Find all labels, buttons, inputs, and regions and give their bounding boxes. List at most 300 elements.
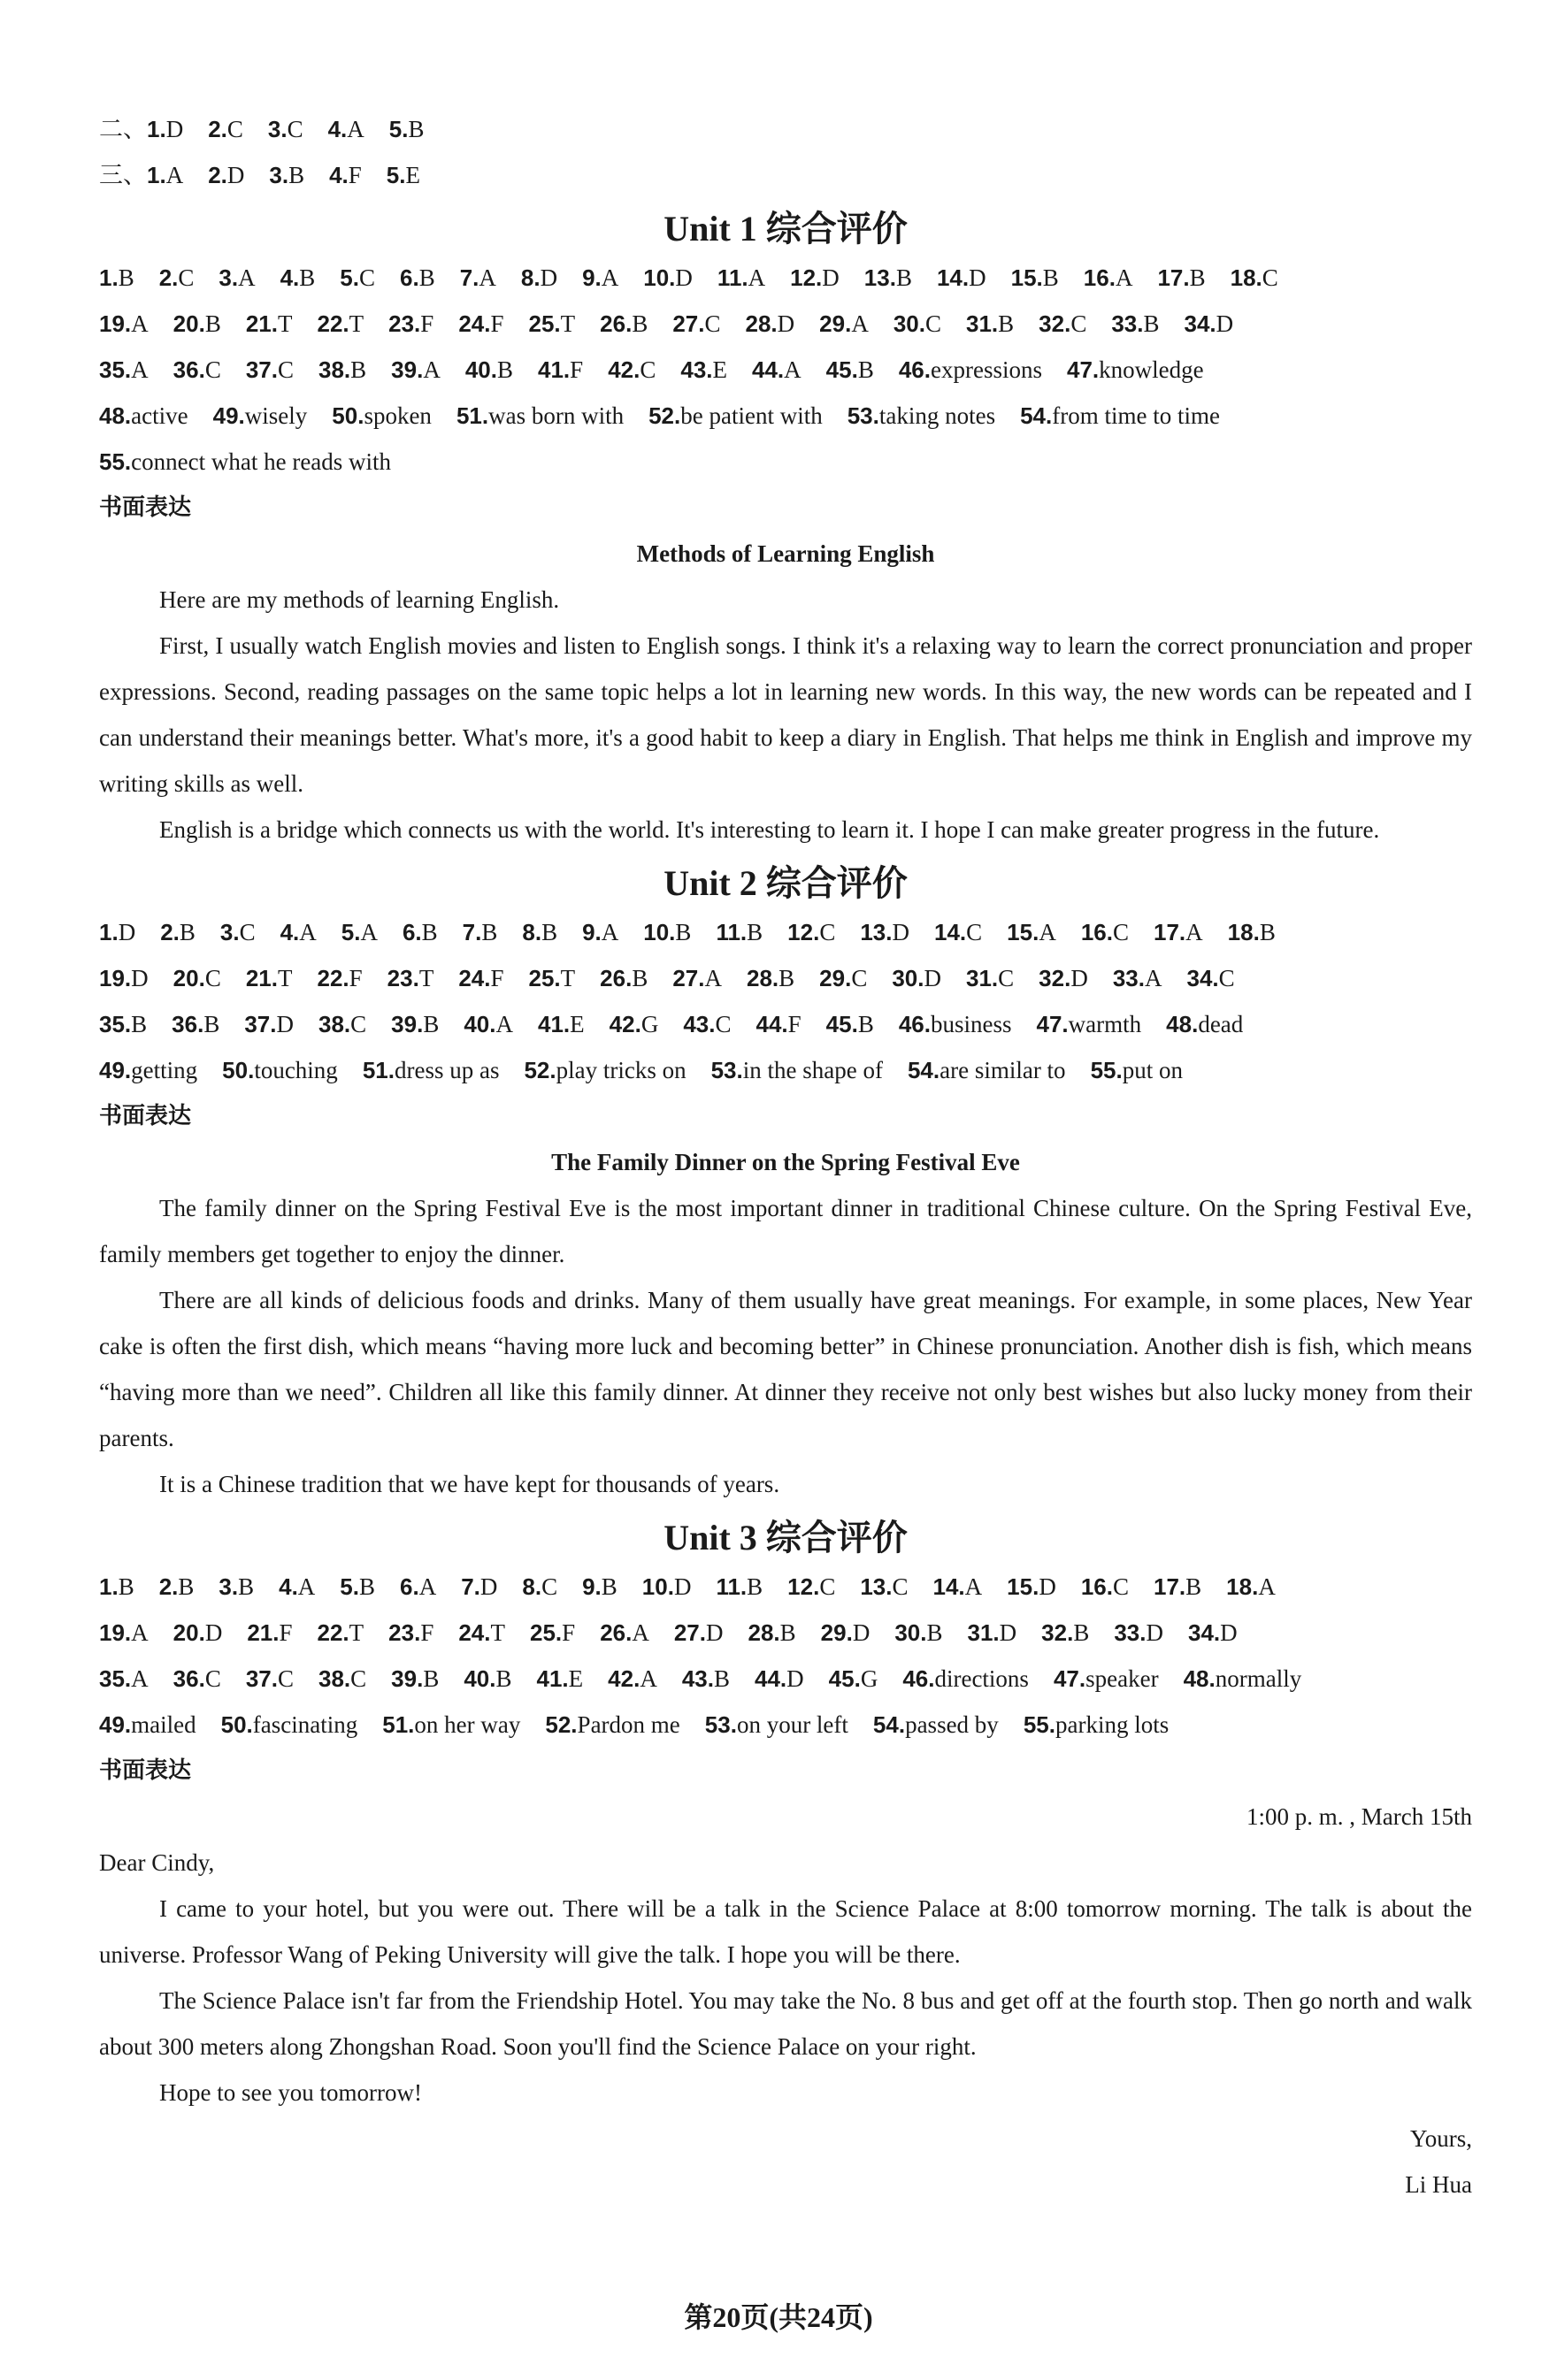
answer-item <box>99 439 391 485</box>
answer-item <box>600 1610 649 1656</box>
answer-rows <box>99 909 1472 1093</box>
answer-item <box>610 1001 659 1047</box>
answer-value: A <box>495 1011 513 1037</box>
answer-item <box>99 301 149 347</box>
question-number: 31. <box>967 1619 1000 1646</box>
answer-value: C <box>350 1665 367 1692</box>
question-number: 13. <box>863 264 896 291</box>
answer-item <box>458 1610 505 1656</box>
answer-value: D <box>276 1011 294 1037</box>
question-number: 18. <box>1226 1573 1259 1600</box>
question-number: 14. <box>936 264 970 291</box>
question-number: 2. <box>158 264 179 291</box>
answer-item <box>755 1001 801 1047</box>
answer-item <box>458 955 503 1001</box>
question-number: 17. <box>1154 1573 1186 1600</box>
answer-value: C <box>819 919 836 945</box>
answer-item <box>894 301 941 347</box>
answer-value: A <box>131 1619 149 1646</box>
answer-item <box>1007 1564 1056 1610</box>
answer-item <box>461 1564 497 1610</box>
answer-value: C <box>239 919 256 945</box>
answer-value: C <box>640 356 656 383</box>
answer-value: D <box>777 310 795 337</box>
answer-item <box>318 1001 366 1047</box>
answer-value: F <box>420 310 434 337</box>
answer-value: B <box>118 264 134 291</box>
question-number: 38. <box>318 1011 351 1037</box>
answer-item <box>280 255 316 301</box>
answer-value: speaker <box>1085 1665 1159 1692</box>
answer-value: D <box>131 965 149 991</box>
essay-paragraph: Here are my methods of learning English. <box>159 586 560 613</box>
answer-item <box>246 955 293 1001</box>
answer-item <box>787 909 835 955</box>
answer-item <box>864 255 912 301</box>
answer-item <box>674 1610 724 1656</box>
answer-item <box>99 255 134 301</box>
answer-item <box>391 1001 439 1047</box>
essay-title: Methods of Learning English <box>636 540 935 567</box>
answer-value: warmth <box>1068 1011 1142 1037</box>
letter-paragraph: I came to your hotel, but you were out. There will be a talk in the Science Palace at 8:00 tomorrow morning. The talk is about the universe. Professor Wang of Peking University will give the talk. I hope you will be there. <box>99 1895 1472 1968</box>
answer-item <box>790 255 840 301</box>
answer-item <box>173 955 221 1001</box>
writing-label: 书面表达 <box>99 1757 192 1784</box>
answer-row-two <box>99 106 1472 152</box>
answer-value: A <box>784 356 802 383</box>
question-number: 4. <box>280 264 300 291</box>
question-number: 54. <box>907 1057 940 1083</box>
unit-title: Unit 2 综合评价 <box>663 863 908 903</box>
question-number: 19. <box>99 1619 132 1646</box>
answer-item <box>937 255 986 301</box>
question-number: 27. <box>673 1619 706 1646</box>
answer-item <box>99 347 149 393</box>
answer-item <box>522 1564 557 1610</box>
answer-item <box>1113 955 1162 1001</box>
essay-paragraph: First, I usually watch English movies and listen to English songs. I think it's a relaxing way to learn the correct pronunciation and proper expressions. Second, reading passages on the same topic helps a lot in learning new words. In this way, the new words can be repeated and I can understand their meanings better. What's more, it's a good habit to keep a diary in English. That helps me think in English and improve my writing skills as well. <box>99 632 1472 797</box>
essay-paragraph: The family dinner on the Spring Festival Eve is the most important dinner in traditional Chinese culture. On the Spring Festival Eve, family members get together to enjoy the dinner. <box>99 1195 1472 1267</box>
answer-item <box>99 393 188 439</box>
answer-item <box>968 1610 1017 1656</box>
letter-paragraph: Hope to see you tomorrow! <box>159 2079 422 2106</box>
question-number: 53. <box>847 402 879 429</box>
answer-item <box>530 1610 575 1656</box>
answer-item: 1.D <box>147 116 184 142</box>
question-number: 4. <box>280 919 300 945</box>
question-number: 23. <box>388 1619 421 1646</box>
answer-value: B <box>747 919 763 945</box>
question-number: 44. <box>755 1011 788 1037</box>
answer-value: B <box>998 310 1015 337</box>
question-number: 24. <box>458 310 491 337</box>
answer-value: D <box>999 1619 1017 1646</box>
question-number: 37. <box>245 1665 278 1692</box>
question-number: 35. <box>99 1665 132 1692</box>
question-number: 7. <box>461 1573 480 1600</box>
question-number: 50. <box>332 402 364 429</box>
answer-value: C <box>204 965 221 991</box>
answer-item <box>819 955 867 1001</box>
question-number: 28. <box>748 1619 780 1646</box>
answer-row <box>99 347 1472 393</box>
question-number: 41. <box>538 356 571 383</box>
question-number: 41. <box>536 1665 569 1692</box>
answer-item <box>458 301 503 347</box>
question-number: 23. <box>387 965 419 991</box>
answer-value: B <box>1189 264 1206 291</box>
answer-item <box>1067 347 1204 393</box>
answer-value: D <box>118 919 136 945</box>
answer-row <box>99 1047 1472 1093</box>
answer-item <box>521 255 557 301</box>
question-number: 55. <box>99 448 132 475</box>
question-number: 42. <box>608 1665 640 1692</box>
answer-item <box>400 1564 436 1610</box>
answer-value: play tricks on <box>556 1057 686 1083</box>
answer-value: C <box>1262 264 1278 291</box>
answer-item <box>899 347 1042 393</box>
answer-value: was born with <box>488 402 625 429</box>
question-number: 47. <box>1066 356 1100 383</box>
answer-item <box>247 1610 292 1656</box>
answer-item <box>1188 1610 1238 1656</box>
question-number: 19. <box>99 965 132 991</box>
answer-value: touching <box>254 1057 338 1083</box>
answer-value: F <box>279 1619 293 1646</box>
answer-item <box>173 301 221 347</box>
answer-item <box>99 1001 147 1047</box>
question-number: 15. <box>1010 264 1043 291</box>
unit-1-section <box>99 203 1472 853</box>
answer-value: G <box>860 1665 878 1692</box>
answer-item <box>465 347 513 393</box>
answer-value: be patient with <box>680 402 823 429</box>
answer-item <box>582 255 618 301</box>
answer-item <box>246 347 294 393</box>
answer-value: on your left <box>736 1711 848 1738</box>
question-number: 38. <box>318 356 351 383</box>
answer-value: B <box>601 1573 617 1600</box>
answer-value: getting <box>131 1057 198 1083</box>
question-number: 35. <box>99 1011 132 1037</box>
answer-item <box>1081 1564 1129 1610</box>
answer-item <box>332 393 432 439</box>
answer-value: D <box>675 264 693 291</box>
answer-item <box>826 1001 874 1047</box>
answer-value: C <box>892 1573 909 1600</box>
answer-value: B <box>1042 264 1059 291</box>
question-number: 34. <box>1184 310 1216 337</box>
question-number: 49. <box>212 402 245 429</box>
answer-item <box>246 301 293 347</box>
answer-value: A <box>360 919 378 945</box>
answer-item <box>99 955 149 1001</box>
answer-value: directions <box>934 1665 1029 1692</box>
answer-value: A <box>297 1573 316 1600</box>
answer-item <box>99 1702 196 1748</box>
answer-row <box>99 255 1472 301</box>
question-number: 30. <box>892 965 924 991</box>
answer-value: B <box>895 264 912 291</box>
answer-value: fascinating <box>252 1711 358 1738</box>
question-number: 31. <box>966 965 999 991</box>
answer-value: T <box>277 965 293 991</box>
question-number: 6. <box>400 1573 419 1600</box>
answer-value: B <box>778 965 795 991</box>
answer-item <box>221 1702 358 1748</box>
answer-item <box>1154 909 1203 955</box>
writing-label: 书面表达 <box>99 494 192 521</box>
answer-item: 3.B <box>269 162 305 188</box>
answer-value: B <box>632 965 648 991</box>
answer-item <box>1084 255 1133 301</box>
answer-value: A <box>964 1573 983 1600</box>
answer-value: business <box>931 1011 1012 1037</box>
answer-value: dead <box>1198 1011 1244 1037</box>
question-number: 16. <box>1080 1573 1113 1600</box>
question-number: 13. <box>860 1573 893 1600</box>
question-number: 6. <box>402 919 422 945</box>
answer-item <box>1039 955 1088 1001</box>
answer-value: B <box>238 1573 255 1600</box>
question-number: 21. <box>245 965 278 991</box>
answer-item <box>279 1564 315 1610</box>
answer-value: A <box>131 1665 149 1692</box>
answer-item <box>680 347 727 393</box>
question-number: 37. <box>244 1011 277 1037</box>
answer-value: T <box>277 310 293 337</box>
answer-item: 5.B <box>388 116 425 142</box>
question-number: 54. <box>872 1711 906 1738</box>
question-number: 3. <box>219 919 240 945</box>
question-number: 44. <box>752 356 785 383</box>
answer-value: D <box>1146 1619 1163 1646</box>
answer-item <box>529 955 576 1001</box>
letter-paragraph: The Science Palace isn't far from the Friendship Hotel. You may take the No. 8 bus and get off at the fourth stop. Then go north and walk about 300 meters along Zhongshan Road. Soon you'll find the Science Palace on your right. <box>99 1987 1472 2060</box>
question-number: 10. <box>643 264 676 291</box>
answer-value: D <box>892 919 909 945</box>
question-number: 49. <box>99 1711 132 1738</box>
answer-value: A <box>1144 965 1162 991</box>
question-number: 46. <box>902 1665 935 1692</box>
essay-title: The Family Dinner on the Spring Festival Eve <box>551 1149 1020 1175</box>
answer-row-three <box>99 152 1472 198</box>
answer-value: C <box>851 965 868 991</box>
answer-item <box>1091 1047 1183 1093</box>
question-number: 1. <box>99 1573 119 1600</box>
question-number: 35. <box>99 356 132 383</box>
answer-value: C <box>358 264 375 291</box>
answer-value: B <box>481 919 498 945</box>
question-number: 30. <box>894 1619 927 1646</box>
answer-item <box>1166 1001 1243 1047</box>
answer-item <box>642 1564 692 1610</box>
answer-value: B <box>131 1011 148 1037</box>
answer-value: B <box>203 1011 220 1037</box>
answer-value: F <box>570 356 584 383</box>
answer-item <box>244 1001 294 1047</box>
question-number: 41. <box>538 1011 571 1037</box>
answer-value: D <box>969 264 986 291</box>
question-number: 16. <box>1083 264 1116 291</box>
question-number: 33. <box>1111 310 1144 337</box>
answer-item <box>1111 301 1159 347</box>
answer-value: A <box>1039 919 1056 945</box>
question-number: 19. <box>99 310 132 337</box>
answer-value: B <box>299 264 316 291</box>
answer-value: A <box>479 264 496 291</box>
answer-item <box>608 347 656 393</box>
answer-rows <box>99 255 1472 485</box>
question-number: 44. <box>755 1665 787 1692</box>
question-number: 2. <box>158 1573 179 1600</box>
answer-value: T <box>560 965 576 991</box>
answer-item <box>538 1001 585 1047</box>
answer-value: B <box>495 1665 512 1692</box>
answer-item <box>894 1610 942 1656</box>
question-number: 52. <box>545 1711 578 1738</box>
answer-item <box>711 1047 883 1093</box>
answer-item <box>1157 255 1205 301</box>
answer-item <box>933 1564 983 1610</box>
question-number: 36. <box>173 1665 205 1692</box>
question-number: 15. <box>1007 919 1039 945</box>
answer-item <box>220 909 256 955</box>
answer-value: D <box>852 1619 871 1646</box>
answer-value: F <box>787 1011 802 1037</box>
answer-value: D <box>1216 310 1234 337</box>
question-number: 36. <box>172 1011 204 1037</box>
answer-value: mailed <box>131 1711 196 1738</box>
question-number: 10. <box>643 919 676 945</box>
answer-item <box>748 1610 796 1656</box>
answer-value: A <box>851 310 869 337</box>
writing-label: 书面表达 <box>99 1103 192 1129</box>
answer-value: T <box>418 965 434 991</box>
answer-row <box>99 955 1472 1001</box>
question-number: 5. <box>340 264 359 291</box>
answer-item <box>1231 255 1278 301</box>
question-number: 43. <box>683 1011 716 1037</box>
answer-value: C <box>704 310 721 337</box>
answer-item <box>966 301 1014 347</box>
question-number: 29. <box>819 965 852 991</box>
answer-item <box>682 1656 730 1702</box>
answer-value: D <box>673 1573 692 1600</box>
question-number: 40. <box>464 1665 496 1692</box>
answer-value: D <box>706 1619 724 1646</box>
answer-item <box>460 255 496 301</box>
answer-item <box>363 1047 500 1093</box>
answer-item <box>456 393 624 439</box>
answer-value: B <box>713 1665 730 1692</box>
question-number: 33. <box>1112 965 1145 991</box>
answer-item <box>860 1564 908 1610</box>
answer-value: C <box>204 356 221 383</box>
answer-value: B <box>118 1573 134 1600</box>
question-number: 2. <box>160 919 180 945</box>
question-number: 1. <box>99 264 119 291</box>
question-number: 31. <box>966 310 999 337</box>
answer-item <box>524 1047 686 1093</box>
question-number: 39. <box>391 1011 424 1037</box>
answer-value: C <box>1070 310 1087 337</box>
answer-item <box>1228 909 1276 955</box>
answer-item <box>99 1047 197 1093</box>
top-answer-block <box>99 106 1472 198</box>
answer-value: passed by <box>905 1711 999 1738</box>
answer-value: put on <box>1122 1057 1183 1083</box>
answer-item <box>755 1656 804 1702</box>
answer-item <box>340 255 375 301</box>
letter-greeting: Dear Cindy, <box>99 1849 215 1876</box>
answer-item <box>403 909 438 955</box>
answer-item <box>318 1610 364 1656</box>
answer-item <box>388 1610 433 1656</box>
answer-value: D <box>1039 1573 1056 1600</box>
question-number: 11. <box>716 1573 748 1600</box>
answer-value: D <box>786 1665 804 1692</box>
unit-2-section <box>99 858 1472 1507</box>
question-number: 55. <box>1023 1711 1055 1738</box>
answer-value: B <box>496 356 513 383</box>
answer-item <box>683 1001 731 1047</box>
question-number: 28. <box>747 965 779 991</box>
question-number: 37. <box>245 356 278 383</box>
question-number: 18. <box>1227 919 1260 945</box>
question-number: 5. <box>340 1573 359 1600</box>
answer-item <box>600 301 648 347</box>
answer-value: F <box>349 965 363 991</box>
question-number: 7. <box>462 919 482 945</box>
question-number: 40. <box>464 1011 496 1037</box>
answer-item <box>819 301 869 347</box>
answer-item <box>1011 255 1059 301</box>
answer-item <box>1024 1702 1169 1748</box>
answer-item <box>717 255 765 301</box>
answer-item <box>746 301 795 347</box>
answer-value: wisely <box>244 402 308 429</box>
answer-item <box>705 1702 848 1748</box>
answer-value: C <box>1112 1573 1129 1600</box>
question-number: 45. <box>825 1011 858 1037</box>
unit-title: Unit 1 综合评价 <box>663 209 908 249</box>
answer-item <box>400 255 435 301</box>
answer-value: knowledge <box>1099 356 1204 383</box>
page-footer: 第20页(共24页) <box>684 2301 873 2333</box>
answer-item <box>99 1656 149 1702</box>
answer-item <box>716 909 763 955</box>
question-number: 45. <box>825 356 858 383</box>
answer-item <box>829 1656 878 1702</box>
answer-value: B <box>204 310 221 337</box>
question-number: 25. <box>528 310 561 337</box>
answer-item <box>463 909 498 955</box>
answer-item <box>966 955 1014 1001</box>
answer-value: A <box>1185 919 1203 945</box>
answer-value: C <box>966 919 983 945</box>
answer-item <box>892 955 941 1001</box>
answer-value: B <box>541 919 558 945</box>
answer-item <box>1114 1610 1163 1656</box>
question-number: 29. <box>819 310 852 337</box>
answer-value: E <box>568 1665 584 1692</box>
question-number: 24. <box>458 1619 491 1646</box>
answer-item <box>340 1564 375 1610</box>
question-number: 14. <box>934 919 967 945</box>
